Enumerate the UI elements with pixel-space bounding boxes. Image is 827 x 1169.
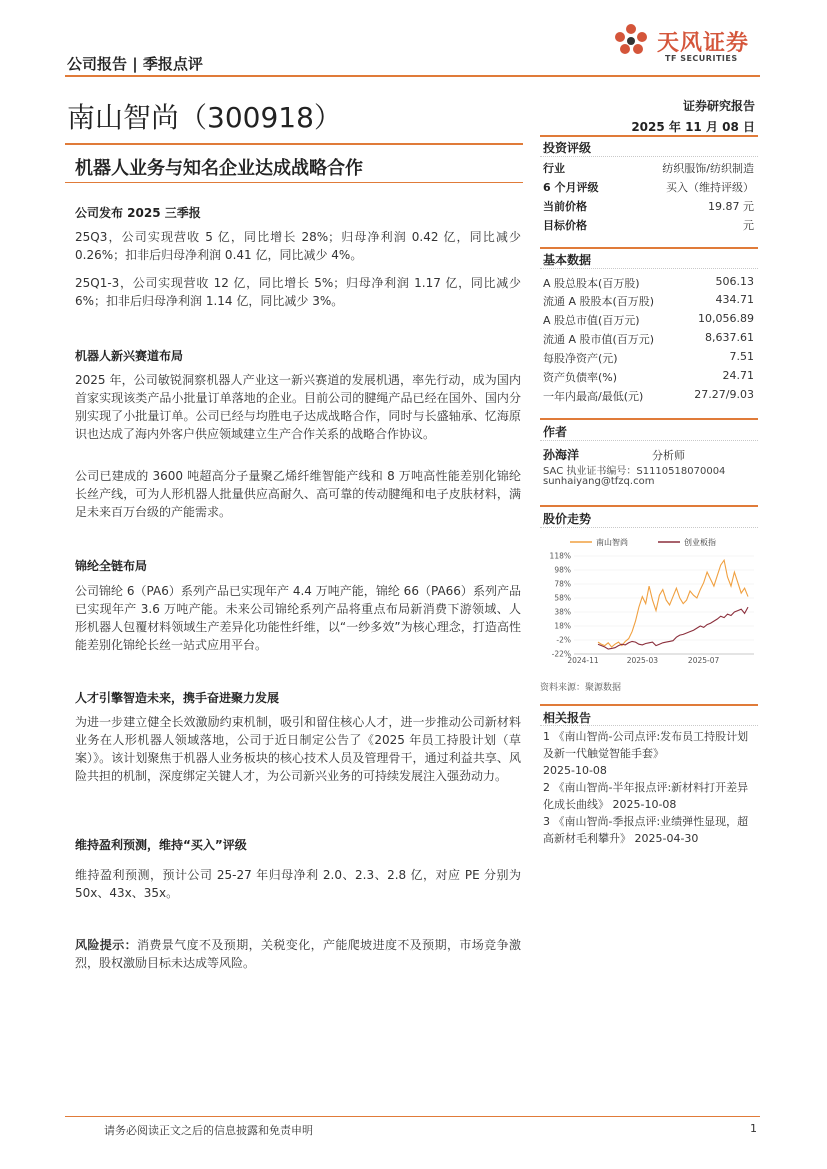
divider	[540, 247, 758, 249]
y-tick-label: 38%	[554, 607, 571, 617]
basic-label: 每股净资产(元)	[543, 352, 618, 365]
related-report[interactable]	[543, 813, 757, 847]
risk-text: 消费景气度不及预期，关税变化，产能爬坡进度不及预期，市场竞争激烈，股权激励目标未达成等风险。	[75, 938, 521, 970]
basic-value: 7.51	[729, 350, 754, 363]
section-heading: 人才引擎智造未来，携手奋进聚力发展	[75, 691, 280, 705]
x-tick-label: 2025-07	[687, 656, 720, 665]
divider	[540, 704, 758, 706]
chart-source: 资料来源：聚源数据	[540, 683, 622, 693]
related-report-title[interactable]: 3 《南山智尚-季报点评:业绩弹性显现，超高新材毛利攀升》	[543, 815, 749, 845]
footer-divider	[65, 1116, 760, 1117]
divider	[540, 268, 758, 269]
legend	[570, 537, 716, 547]
subtitle-divider	[65, 182, 523, 183]
header-divider	[65, 75, 760, 77]
paragraph: 公司锦纶 6（PA6）系列产品已实现年产 4.4 万吨产能，锦纶 66（PA66）系列产品已实现年产 3.6 万吨产能。未来公司锦纶系列产品将重点布局新消费下游领域、人形机器人包覆材料领域生产差异化功能性纤维，以“一纱多效”为核心理念，打造高性能差别化锦纶长丝一站式应用平台。	[75, 584, 521, 652]
basic-value: 8,637.61	[705, 331, 754, 344]
section-heading: 公司发布 2025 三季报	[75, 206, 201, 220]
tf-logo-icon	[612, 21, 650, 61]
rating-value: 纺织服饰/纺织制造	[662, 162, 754, 175]
basic-label: A 股总股本(百万股)	[543, 277, 640, 290]
side-divider	[540, 135, 758, 137]
rating-label: 6 个月评级	[543, 181, 599, 194]
paragraph: 维持盈利预测，预计公司 25-27 年归母净利 2.0、2.3、2.8 亿，对应 PE 分别为 50x、43x、35x。	[75, 868, 521, 900]
basic-label: 资产负债率(%)	[543, 371, 618, 384]
analyst-cert: SAC 执业证书编号：S1110518070004	[543, 466, 726, 477]
chart-heading: 股价走势	[543, 512, 592, 526]
x-tick-label: 2025-03	[626, 656, 659, 665]
y-tick-label: 98%	[554, 565, 571, 575]
paragraph: 25Q1-3，公司实现营收 12 亿，同比增长 5%；归母净利润 1.17 亿，同比减少 6%；扣非后归母净利润 1.14 亿，同比减少 3%。	[75, 276, 521, 308]
rating-value: 19.87 元	[708, 200, 754, 213]
divider	[540, 440, 758, 441]
analyst-name: 孙海洋	[543, 448, 580, 462]
basic-label: 流通 A 股市值(百万元)	[543, 333, 655, 346]
related-report-date: 2025-10-08	[612, 798, 677, 811]
related-report-title[interactable]: 2 《南山智尚-半年报点评:新材料打开差异化成长曲线》	[543, 781, 749, 811]
rating-label: 当前价格	[543, 200, 587, 213]
paragraph: 为进一步建立健全长效激励约束机制，吸引和留住核心人才，进一步推动公司新材料业务在人形机器人领域落地，公司于近日制定公告了《2025 年员工持股计划（草案）》。该计划聚焦于机器人业务板块的核心技术人员及管理骨干，通过利益共享、风险共担的机制，深度绑定关键人才，为公司新兴业务的可持续发展注入强劲动力。	[75, 715, 521, 783]
rating-label: 目标价格	[543, 219, 587, 232]
paragraph: 2025 年，公司敏锐洞察机器人产业这一新兴赛道的发展机遇，率先行动，成为国内首家实现该类产品小批量订单落地的企业。目前公司的腱绳产品已经在国外、国内分别实现了小批量订单。公司已经与均胜电子达成战略合作，同时与长盛轴承、忆海原识也达成了海内外客户供应领域建立生产合作关系的战略合作协议。	[75, 373, 521, 441]
y-tick-label: 78%	[554, 579, 571, 589]
brand-name: 天风证券	[657, 31, 750, 56]
basic-value: 506.13	[715, 275, 754, 288]
divider	[540, 527, 758, 528]
related-report-title[interactable]: 1 《南山智尚-公司点评:发布员工持股计划及新一代触觉智能手套》	[543, 730, 749, 760]
basic-value: 24.71	[722, 369, 754, 382]
divider	[540, 725, 758, 726]
report-subtitle: 机器人业务与知名企业达成战略合作	[75, 158, 363, 179]
paragraph: 25Q3，公司实现营收 5 亿，同比增长 28%；归母净利润 0.42 亿，同比减少 0.26%；扣非后归母净利润 0.41 亿，同比减少 4%。	[75, 230, 521, 262]
rating-value: 元	[743, 219, 754, 232]
related-report-date: 2025-04-30	[634, 832, 699, 845]
stock-price-chart	[540, 532, 758, 672]
divider	[540, 418, 758, 420]
x-tick-label: 2024-11	[567, 656, 599, 665]
risk-warning	[75, 936, 521, 972]
basic-value: 10,056.89	[698, 312, 754, 325]
y-tick-label: 18%	[554, 621, 571, 631]
section-heading: 锦纶全链布局	[75, 559, 148, 573]
rating-value: 买入（维持评级）	[666, 181, 754, 194]
y-tick-label: 118%	[549, 551, 571, 561]
divider	[540, 156, 758, 157]
page-number: 1	[750, 1122, 757, 1135]
basic-label: 一年内最高/最低(元)	[543, 390, 644, 403]
rating-heading: 投资评级	[543, 141, 592, 155]
analyst-email[interactable]: sunhaiyang@tfzq.com	[543, 476, 655, 487]
related-report[interactable]	[543, 728, 757, 779]
rating-label: 行业	[543, 162, 565, 175]
y-tick-label: -2%	[556, 635, 571, 645]
report-date: 2025 年 11 月 08 日	[631, 120, 755, 134]
basic-label: 流通 A 股股本(百万股)	[543, 295, 655, 308]
related-report[interactable]	[543, 779, 757, 813]
series-line-nanshan	[598, 560, 748, 647]
report-category: 公司报告 | 季报点评	[67, 55, 203, 73]
analyst-role: 分析师	[652, 449, 685, 462]
series-line-chinext	[598, 607, 748, 649]
basic-value: 434.71	[715, 293, 754, 306]
basic-data-heading: 基本数据	[543, 253, 592, 267]
related-heading: 相关报告	[543, 711, 592, 725]
divider	[540, 505, 758, 507]
legend-label: 创业板指	[684, 538, 716, 547]
report-type: 证券研究报告	[682, 99, 755, 113]
basic-label: A 股总市值(百万元)	[543, 314, 640, 327]
author-heading: 作者	[543, 425, 568, 439]
footer-disclaimer: 请务必阅读正文之后的信息披露和免责申明	[104, 1124, 313, 1137]
related-report-date: 2025-10-08	[543, 764, 607, 777]
company-title: 南山智尚（300918）	[67, 101, 342, 134]
title-divider	[65, 143, 523, 145]
section-heading: 维持盈利预测，维持“买入”评级	[75, 838, 247, 852]
brand-name-en: TF SECURITIES	[665, 54, 738, 63]
section-heading: 机器人新兴赛道布局	[75, 349, 184, 363]
basic-value: 27.27/9.03	[694, 388, 754, 401]
risk-label: 风险提示：	[75, 938, 137, 952]
legend-label: 南山智尚	[596, 538, 628, 547]
y-tick-label: 58%	[554, 593, 571, 603]
paragraph: 公司已建成的 3600 吨超高分子量聚乙烯纤维智能产线和 8 万吨高性能差别化锦纶长丝产线，可为人形机器人批量供应高耐久、高可靠的传动腱绳和电子皮肤材料，满足未来百万台级的产能需求。	[75, 469, 521, 519]
y-tick-label: -22%	[551, 649, 571, 659]
